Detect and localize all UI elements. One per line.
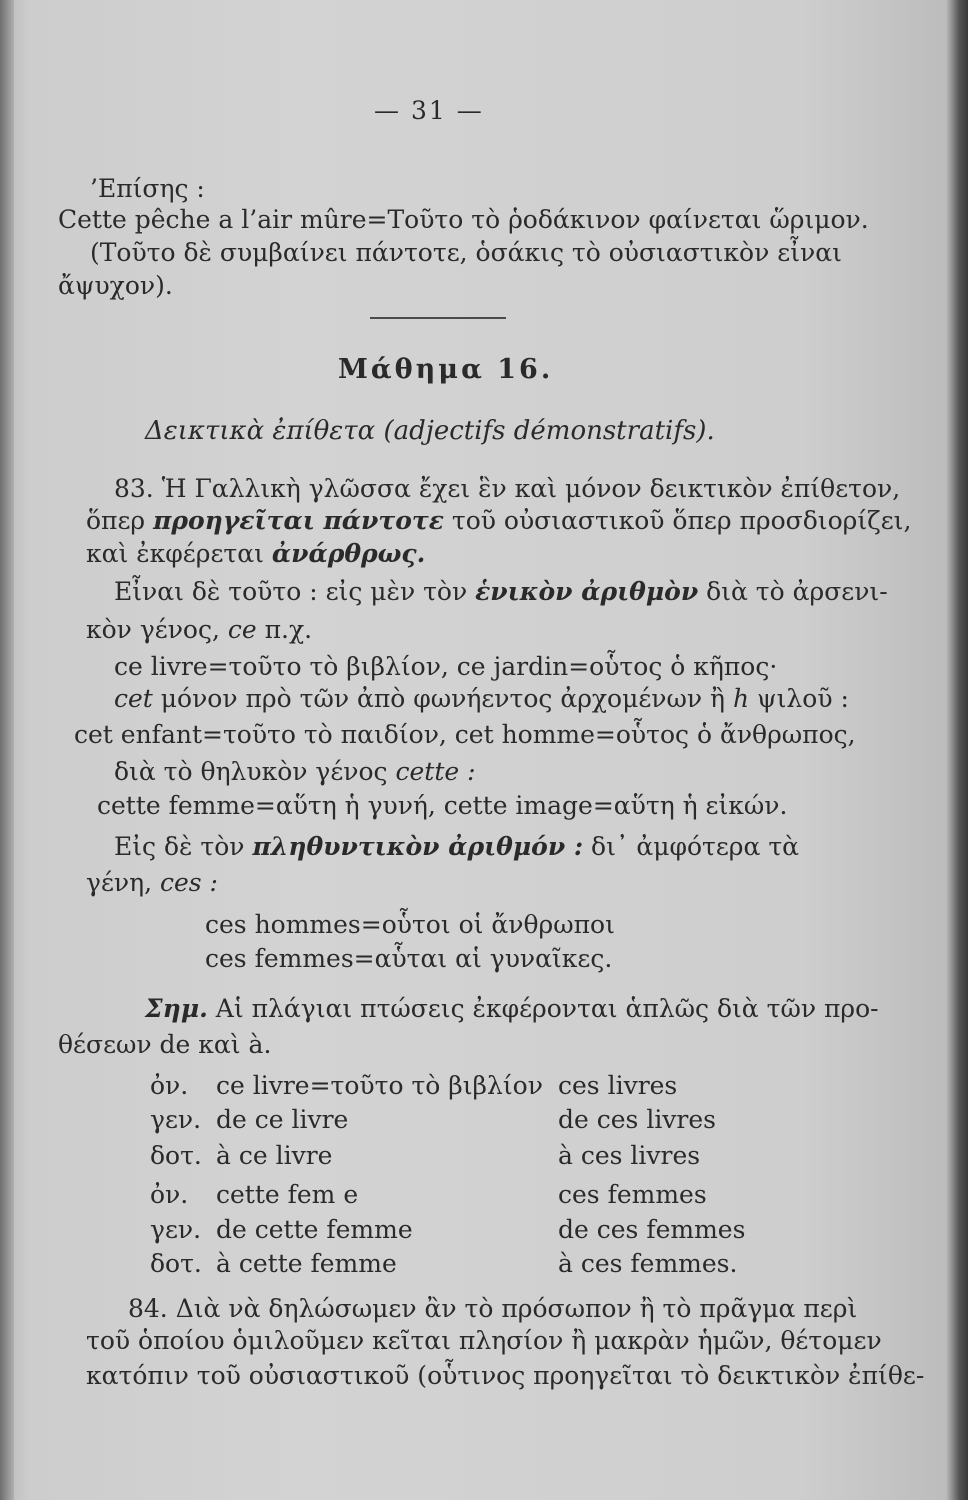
para83-line-10: cette femme=αὕτη ἡ γυνή, cette image=αὕτη ἡ εἰκών.: [97, 791, 788, 820]
lesson-subtitle: Δεικτικὰ ἐπίθετα (adjectifs démonstratifs).: [145, 416, 715, 446]
declension-case: ὀν.: [150, 1180, 189, 1209]
declension-case: γεν.: [150, 1105, 202, 1134]
para83-line-8: cet enfant=τοῦτο τὸ παιδίον, cet homme=οὗτος ὁ ἄνθρωπος,: [74, 720, 856, 749]
para83-line-5: κὸν γένος, ce π.χ.: [86, 615, 313, 644]
intro-line-2: Cette pêche a l’air mûre=Τοῦτο τὸ ῥοδάκινον φαίνεται ὥριμον.: [58, 205, 869, 234]
para83-line-3: καὶ ἐκφέρεται ἀνάρθρως.: [86, 539, 426, 568]
declension-singular: de ce livre: [216, 1105, 349, 1134]
page-number: — 31 —: [374, 96, 484, 125]
para83-line-4: Εἶναι δὲ τοῦτο : εἰς μὲν τὸν ἑνικὸν ἀριθμὸν διὰ τὸ ἀρσενι-: [114, 577, 888, 606]
declension-plural: de ces femmes: [558, 1215, 746, 1244]
declension-plural: de ces livres: [558, 1105, 717, 1134]
page-left-edge: [0, 0, 14, 1500]
note-label: Σημ.: [145, 994, 208, 1023]
declension-singular: à ce livre: [216, 1141, 333, 1170]
para83-line-14: ces femmes=αὗται αἱ γυναῖκες.: [205, 944, 613, 973]
intro-line-3: (Τοῦτο δὲ συμβαίνει πάντοτε, ὁσάκις τὸ οὐσιαστικὸν εἶναι: [90, 238, 842, 267]
para83-line-6: ce livre=τοῦτο τὸ βιβλίον, ce jardin=οὗτος ὁ κῆπος·: [114, 652, 778, 681]
declension-plural: à ces livres: [558, 1141, 701, 1170]
para83-line-7: cet μόνον πρὸ τῶν ἀπὸ φωνήεντος ἀρχομένων ἢ h ψιλοῦ :: [114, 684, 849, 713]
declension-case: δοτ.: [150, 1141, 202, 1170]
declension-plural: ces livres: [558, 1071, 678, 1100]
para84-line-3: κατόπιν τοῦ οὐσιαστικοῦ (οὗτινος προηγεῖται τὸ δεικτικὸν ἐπίθε-: [86, 1361, 925, 1390]
section-divider: [370, 317, 506, 319]
declension-plural: ces femmes: [558, 1180, 707, 1209]
para83-line-2: ὅπερ προηγεῖται πάντοτε τοῦ οὐσιαστικοῦ ὅπερ προσδιορίζει,: [86, 506, 912, 535]
declension-case: δοτ.: [150, 1249, 202, 1278]
para84-line-2: τοῦ ὁποίου ὁμιλοῦμεν κεῖται πλησίον ἢ μακρὰν ἡμῶν, θέτομεν: [86, 1326, 882, 1355]
intro-line-4: ἄψυχον).: [58, 271, 173, 300]
para83-line-13: ces hommes=οὗτοι οἱ ἄνθρωποι: [205, 910, 615, 939]
declension-singular: à cette femme: [216, 1249, 397, 1278]
declension-case: γεν.: [150, 1215, 202, 1244]
para84-line-1: 84. Διὰ νὰ δηλώσωμεν ἂν τὸ πρόσωπον ἢ τὸ πρᾶγμα περὶ: [128, 1294, 858, 1323]
declension-singular: de cette femme: [216, 1215, 413, 1244]
lesson-title: Μάθημα 16.: [338, 354, 554, 385]
declension-plural: à ces femmes.: [558, 1249, 738, 1278]
page-right-edge: [946, 0, 968, 1500]
note-line-2: θέσεων de καὶ à.: [58, 1030, 272, 1059]
declension-singular: cette fem e: [216, 1180, 359, 1209]
para83-line-12: γένη, ces :: [86, 868, 218, 897]
para83-line-1: 83. Ἡ Γαλλικὴ γλῶσσα ἔχει ἓν καὶ μόνον δεικτικὸν ἐπίθετον,: [114, 474, 901, 503]
para83-line-11: Εἰς δὲ τὸν πληθυντικὸν ἀριθμόν : δι᾽ ἀμφότερα τὰ: [114, 832, 800, 861]
declension-singular: ce livre=τοῦτο τὸ βιβλίον: [216, 1071, 543, 1100]
para83-line-9: διὰ τὸ θηλυκὸν γένος cette :: [114, 757, 476, 786]
intro-line-1: ’Επίσης :: [90, 174, 205, 203]
declension-case: ὀν.: [150, 1071, 189, 1100]
note-line-1: Σημ. Αἱ πλάγιαι πτώσεις ἐκφέρονται ἁπλῶς διὰ τῶν προ-: [145, 994, 879, 1023]
